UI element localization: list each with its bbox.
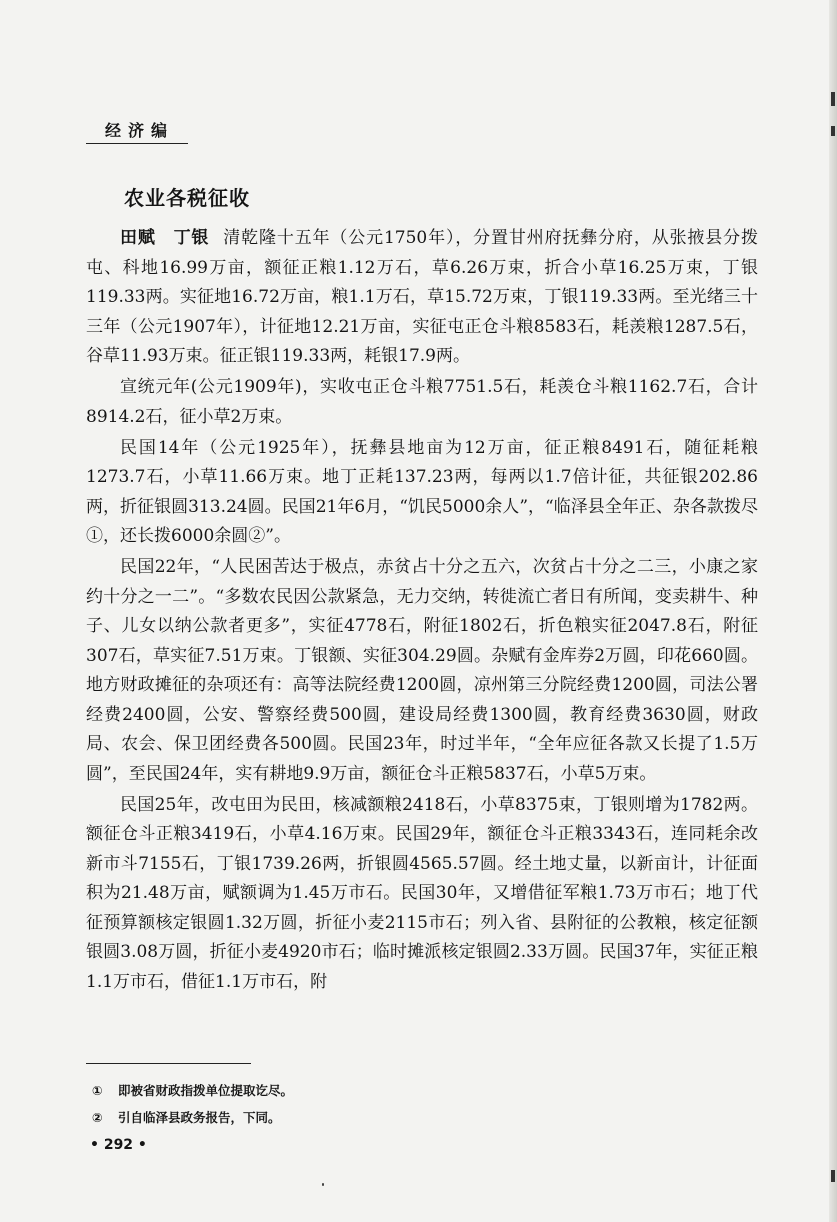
paragraph-text: 民国25年，改屯田为民田，核减额粮2418石，小草8375束，丁银则增为1782两。额征仓斗正粮3419石，小草4.16万束。民国29年，额征仓斗正粮3343石，连同耗余改新市斗7155石，丁银1739.26两，折银圆4565.57圆。经土地丈量，以新亩计，计征面积为21.48万亩，赋额调为1.45万市石。民国30年，又增借征军粮1.73万市石；地丁代征预算额核定银圆1.32万圆，折征小麦2115市石；列入省、县附征的公教粮，核定征额银圆3.08万圆，折征小麦4920市石；临时摊派核定银圆2.33万圆。民国37年，实征正粮1.1万市石，借征1.1万市石，附 xyxy=(86,794,758,992)
section-rule xyxy=(86,143,188,144)
paragraph-text: 民国22年，“人民困苦达于极点，赤贫占十分之五六，次贫占十分之二三，小康之家约十分之一二”。“多数农民因公款紧急，无力交纳，转徙流亡者日有所闻，变卖耕牛、种子、儿女以纳公款者更多”，实征4778石，附征1802石，折色粮实征2047.8石，附征307石，草实征7.51万束。丁银额、实征304.29圆。杂赋有金库券2万圆，印花660圆。地方财政摊征的杂项还有：高等法院经费1200圆，凉州第三分院经费1200圆，司法公署经费2400圆，公安、警察经费500圆，建设局经费1300圆，教育经费3630圆，财政局、农会、保卫团经费各500圆。民国23年，时过半年，“全年应征各款又长提了1.5万圆”，至民国24年，实有耕地9.9万亩，额征仓斗正粮5837石，小草5万束。 xyxy=(86,557,758,784)
paragraph-lead: 田赋 丁银 xyxy=(120,228,210,248)
edge-mark xyxy=(831,126,835,136)
page-edge xyxy=(829,0,837,1222)
footnote-text: 引自临泽县政务报告，下同。 xyxy=(118,1110,281,1125)
paragraph-text: 清乾隆十五年（公元1750年），分置甘州府抚彝分府，从张掖县分拨屯、科地16.99万亩，额征正粮1.12万石，草6.26万束，折合小草16.25万束，丁银119.33两。实征地16.72万亩，粮1.1万石，草15.72万束，丁银119.33两。至光绪三十三年（公元1907年），计征地12.21万亩，实征屯正仓斗粮8583石，耗羡粮1287.5石，谷草11.93万束。征正银119.33两，耗银17.9两。 xyxy=(86,228,759,366)
scan-speck xyxy=(322,1183,324,1186)
section-header: 经济编 xyxy=(105,121,175,140)
paragraph xyxy=(86,434,758,552)
footnote xyxy=(92,1081,293,1099)
footnote xyxy=(92,1108,281,1126)
footnote-text: 即被省财政指拨单位提取讫尽。 xyxy=(118,1083,294,1098)
paragraph-text: 宣统元年(公元1909年)，实收屯正仓斗粮7751.5石，耗羡仓斗粮1162.7石，合计8914.2石，征小草2万束。 xyxy=(86,377,758,427)
paragraph xyxy=(86,553,758,789)
paragraph xyxy=(86,791,758,998)
edge-mark xyxy=(831,92,835,106)
page-number: • 292 • xyxy=(90,1137,147,1153)
paragraph-text: 民国14年（公元1925年），抚彝县地亩为12万亩，征正粮8491石，随征耗粮1273.7石，小草11.66万束。地丁正耗137.23两，每两以1.7倍计征，共征银202.86两，折征银圆313.24圆。民国21年6月，“饥民5000余人”，“临泽县全年正、杂各款拨尽①，还长拨6000余圆②”。 xyxy=(86,437,758,546)
paragraph xyxy=(86,373,758,432)
footnote-mark: ① xyxy=(92,1083,103,1098)
article-title: 农业各税征收 xyxy=(124,186,250,210)
footnote-rule xyxy=(86,1063,251,1064)
footnote-mark: ② xyxy=(92,1110,103,1125)
paragraph xyxy=(86,224,758,372)
edge-mark xyxy=(831,1170,835,1182)
body-text xyxy=(86,224,758,998)
